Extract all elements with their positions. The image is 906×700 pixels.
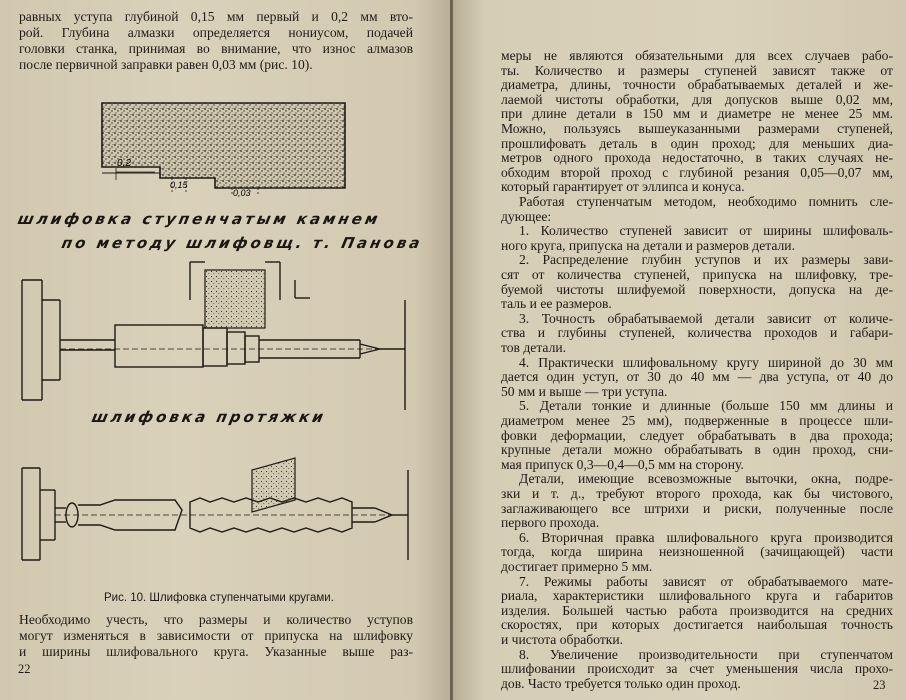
text-line: при длине детали в 150 мм и диаметре не менее 25 мм.: [501, 106, 893, 122]
figure-caption: Рис. 10. Шлифовка ступенчатыми кругами.: [104, 592, 334, 604]
text-line: Работая ступенчатым методом, необходимо помнить сле-: [519, 194, 893, 209]
text-line: 1. Количество ступеней зависит от ширины шлифоваль-: [519, 223, 893, 239]
text-line: могут изменяться в зависимости от припуска на шлифовку: [19, 628, 413, 643]
text-line: рой. Глубина алмазки определяется нониусом, подачей: [19, 25, 413, 40]
text-line: 8. Увеличение производительности при ступенчатом: [519, 646, 893, 662]
text-line: тогда, когда ширина неизношенной (зачищающей) части: [501, 544, 893, 560]
handwritten-title-2: шлифовка протяжки: [90, 408, 328, 426]
dim-label-2: 0,15: [170, 180, 188, 190]
text-line: Необходимо учесть, что размеры и количество уступов: [19, 612, 413, 627]
text-line: диаметра, длины, точности обрабатываемых деталей и же-: [501, 77, 893, 93]
text-line: 3. Точность обрабатываемой детали зависит от количе-: [519, 310, 893, 326]
left-page: [0, 0, 451, 700]
text-line: метров одного прохода недостаточно, в таких случаях не-: [501, 150, 893, 166]
handwritten-title-1: шлифовка ступенчатым камнем: [16, 210, 383, 228]
text-line: и чистота обработки.: [501, 632, 624, 647]
text-line: таль и ее размеров.: [501, 296, 612, 312]
text-line: крупные детали можно обрабатывать в один проход, сни-: [501, 442, 893, 458]
text-line: 6. Вторичная правка шлифовального круга производится: [519, 529, 893, 545]
stepped-wheel-section: [102, 103, 345, 198]
text-line: 5. Детали тонкие и длинные (больше 150 мм длины и: [519, 398, 893, 414]
text-line: заглаживающего все штрихи и риски, полученные после: [501, 500, 893, 516]
text-line: шлифовании происходит за счет уменьшения числа прохо-: [501, 661, 893, 677]
text-line: 4. Практически шлифовальному кругу шириной до 30 мм: [519, 354, 893, 370]
text-line: головки станка, принимая во внимание, что износ алмазов: [19, 41, 413, 56]
text-line: сят от количества ступеней, припуска на шлифовку, тре-: [501, 267, 893, 282]
text-line: прошлифовать деталь в один проход; для меньших диа-: [501, 135, 893, 151]
text-line: дов. Часто требуется только один проход.: [501, 675, 741, 691]
text-line: дующее:: [501, 208, 552, 224]
text-line: буемой чистоты шлифуемой поверхности, допуска на де-: [501, 281, 893, 297]
broach-grinding-drawing: [22, 458, 408, 560]
figure-10: [0, 0, 451, 600]
text-line: равных уступа глубиной 0,15 мм первый и 0,2 мм вто-: [19, 9, 413, 24]
text-line: дается один уступ, от 30 до 40 мм — два уступа, от 40 до: [501, 369, 893, 385]
text-line: зки и т. д., требуют второго прохода, как бы чистового,: [501, 486, 893, 501]
text-line: достигает примерно 5 мм.: [501, 559, 653, 574]
text-line: первого прохода.: [501, 515, 600, 531]
text-line: ты. Количество и размеры ступеней зависят также от: [501, 62, 893, 78]
text-line: ного круга, припуска на детали и размеров детали.: [501, 237, 795, 253]
text-line: фовки деформации, следует обрабатывать в два прохода;: [501, 427, 893, 443]
text-line: и ширины шлифовального круга. Указанные выше раз-: [19, 644, 413, 659]
text-line: ства и глубины ступеней, количества проходов и габари-: [501, 325, 893, 341]
text-line: лаемой чистоты обработки, для допусков выше 0,02 мм,: [501, 91, 893, 107]
text-line: обходим второй проход с глубиной резания 0,05—0,07 мм,: [501, 164, 893, 180]
text-line: меры не являются обязательными для всех случаев рабо-: [501, 48, 893, 63]
text-line: скоростях, при которых достигается наибольшая точность: [501, 617, 893, 633]
text-line: 50 мм и выше — три уступа.: [501, 383, 668, 399]
text-line: 7. Режимы работы зависят от обрабатываемого мате-: [519, 573, 893, 589]
page-number: 23: [873, 678, 886, 692]
page-number: 22: [18, 662, 31, 676]
right-page: [453, 0, 906, 700]
text-line: тов детали.: [501, 340, 567, 355]
text-line: мая припуск 0,3—0,4—0,5 мм на сторону.: [501, 456, 744, 472]
text-line: диаметром менее 25 мм), подверженные в процессе шли-: [501, 413, 893, 428]
handwritten-title-1b: по методу шлифовщ. т. Панова: [60, 234, 425, 252]
text-line: риала, характеристики шлифовального круга и габаритов: [501, 588, 893, 604]
dim-label-3: 0,03: [233, 188, 251, 198]
text-line: Можно, пользуясь вышеуказанными размерами ступеней,: [501, 121, 893, 136]
text-line: после первичной заправки равен 0,03 мм (рис. 10).: [19, 57, 313, 72]
stepped-grinding-drawing: [22, 262, 405, 410]
text-line: 2. Распределение глубин уступов и их размеры зави-: [519, 252, 893, 268]
text-line: Детали, имеющие всевозможные выточки, окна, подре-: [519, 471, 893, 487]
dim-label-1: 0,2: [117, 158, 131, 169]
text-line: изделия. Большей частью работа производится на средних: [501, 602, 893, 618]
text-line: который гарантирует от эллипса и конуса.: [501, 179, 745, 195]
